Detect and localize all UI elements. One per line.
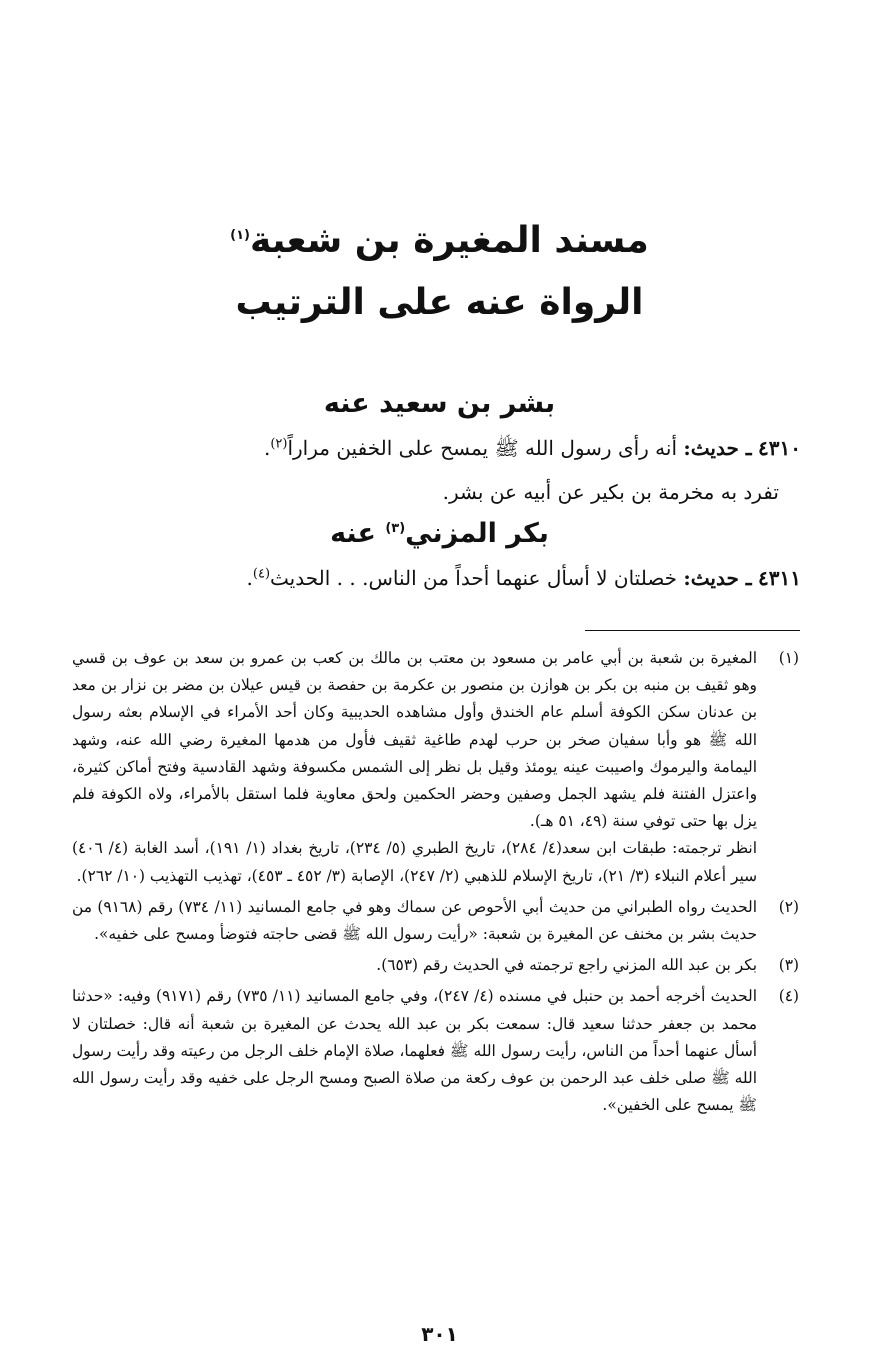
footnote-paragraph: بكر بن عبد الله المزني راجع ترجمته في الحديث رقم (٦٥٣). (376, 956, 757, 975)
footnote-ref-4[interactable]: (٤) (252, 566, 271, 582)
footnote-number: (٢) (778, 897, 799, 916)
hadith-end: . (246, 566, 253, 590)
footnote-2 (72, 894, 799, 948)
hadith-end: . (263, 436, 271, 460)
hadith-note: تفرد به مخرمة بن بكير عن أبيه عن بشر. (442, 480, 779, 504)
main-title-text: مسند المغيرة بن شعبة (250, 220, 649, 261)
hadith-text: أنه رأى رسول الله ﷺ يمسح على الخفين مراراً (287, 436, 678, 460)
footnote-ref-2[interactable]: (٢) (270, 436, 288, 452)
footnotes (72, 645, 799, 1123)
footnote-number: (١) (778, 649, 799, 667)
footnote-1 (72, 645, 799, 890)
title-block (0, 205, 879, 334)
footnote-number: (٣) (778, 956, 799, 975)
section-heading-bakr (0, 518, 879, 549)
section-heading-text: بشر بن سعيد عنه (323, 388, 556, 419)
hadith-label: ـ حديث: (683, 566, 752, 590)
footnote-paragraph: المغيرة بن شعبة بن أبي عامر بن مسعود بن معتب بن مالك بن كعب بن عمرو بن سعد بن عوف بن قسي وهو ثقيف بن منبه بن بكر بن هوازن بن منصور بن عكرمة بن حفصة بن قيس عيلان بن مضر بن نزار بن معد بن عدنان سكن الكوفة أسلم عام الخندق وأول مشاهده الحديبية وكان أحد الأمراء في الإسلام بعثه رسول الله ﷺ هو وأبا سفيان صخر بن حرب لهدم طاغية ثقيف فأول من هدمها المغيرة رضي الله عنه، وشهد اليمامة واليرموك واصيبت عينه يومئذ وقيل بل نظر إلى الشمس مكسوفة وشهد القادسية وفتح أماكن كثيرة، واعتزل الفتنة فلم يشهد الجمل وصفين وحضر الحكمين ولحق معاوية فلما استقل بالأمراء، ولاه الكوفة فلم يزل بها حتى توفي سنة (٤٩، ٥١ هـ). (72, 649, 757, 831)
sub-title: الرواة عنه على الترتيب (235, 282, 644, 323)
page-number: ٣٠١ (421, 1322, 458, 1346)
footnote-paragraph: الحديث أخرجه أحمد بن حنبل في مسنده (٤/ ٢٤٧)، وفي جامع المسانيد (١١/ ٧٣٥) رقم (٩١٧١) وفيه: «حدثنا محمد بن جعفر حدثنا سعيد قال: سمعت بكر بن عبد الله يحدث عن المغيرة بن شعبة أنه قال: خصلتان لا أسأل عنهما أحداً من الناس، رأيت رسول الله ﷺ فعلهما، صلاة الإمام خلف الرجل من رعيته وقد رأيت رسول الله ﷺ صلى خلف عبد الرحمن بن عوف ركعة من صلاة الصبح ومسح الرجل على خفيه وقد رأيت رسول الله ﷺ يمسح على الخفين». (72, 987, 758, 1115)
footnote-4 (72, 983, 799, 1119)
footnote-paragraph: انظر ترجمته: طبقات ابن سعد(٤/ ٢٨٤)، تاريخ الطبري (٥/ ٢٣٤)، تاريخ بغداد (١/ ١٩١)، أسد الغابة (٤/ ٤٠٦) سير أعلام النبلاء (٣/ ٢١)، تاريخ الإسلام للذهبي (٢/ ٢٤٧)، الإصابة (٣/ ٤٥٢ ـ ٤٥٣)، تهذيب التهذيب (١٠/ ٢٦٢). (72, 839, 757, 885)
hadith-number: ٤٣١١ (758, 566, 801, 590)
section-heading-text: بكر المزني (405, 518, 549, 549)
footnote-divider (585, 630, 800, 631)
hadith-text: خصلتان لا أسأل عنهما أحداً من الناس. . . الحديث (270, 566, 678, 590)
main-title (0, 205, 879, 272)
hadith-4310 (60, 436, 801, 465)
section-heading-tail: عنه (330, 518, 376, 549)
footnote-number: (٤) (778, 987, 799, 1006)
footnote-paragraph: الحديث رواه الطبراني من حديث أبي الأحوص عن سماك وهو في جامع المسانيد (١١/ ٧٣٤) رقم (٩١٦٨) من حديث بشر بن مخنف عن المغيرة بن شعبة: «رأيت رسول الله ﷺ قضى حاجته فتوضأ ومسح على خفيه». (72, 897, 758, 944)
hadith-number: ٤٣١٠ (758, 436, 801, 460)
footnote-3 (72, 952, 799, 979)
section-heading-bishr (0, 388, 879, 419)
footnote-ref-3[interactable]: (٣) (385, 521, 406, 536)
hadith-label: ـ حديث: (683, 436, 752, 460)
footnote-ref-1[interactable]: (١) (230, 228, 250, 243)
hadith-4311 (60, 566, 801, 590)
